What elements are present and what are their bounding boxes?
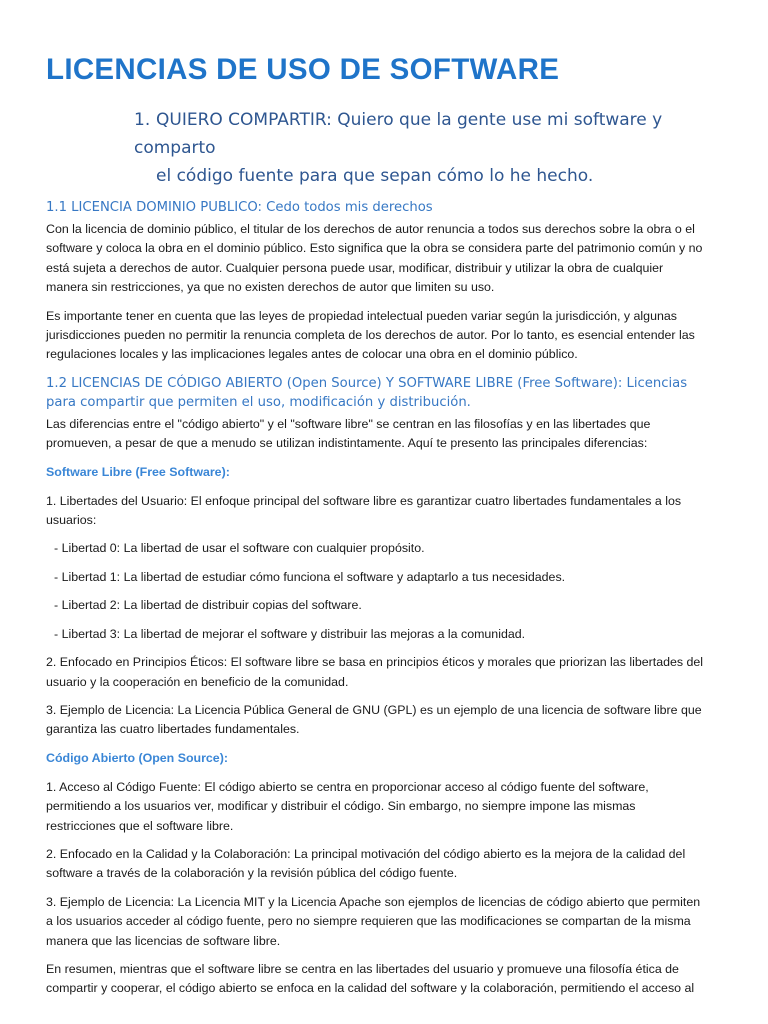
free-software-heading: Software Libre (Free Software): xyxy=(46,464,230,479)
freedom-1: - Libertad 1: La libertad de estudiar cómo funciona el software y adaptarlo a tus necesidades. xyxy=(54,569,566,584)
freedom-2: - Libertad 2: La libertad de distribuir copias del software. xyxy=(54,598,362,613)
document-title: LICENCIAS DE USO DE SOFTWARE xyxy=(46,53,560,86)
heading-line-2: el código fuente para que sepan cómo lo he hecho. xyxy=(156,166,594,186)
section-1-1-paragraph-2: Es importante tener en cuenta que las leyes de propiedad intelectual pueden variar según la jurisdicción, y algunas jurisdicciones pueden no permitir la renuncia completa de los derechos de autor. Por lo tanto, es esencial entender las regulaciones locales y las implicaciones legales antes de colocar una obra en el dominio público. xyxy=(46,308,695,362)
heading-line-1: QUIERO COMPARTIR: Quiero que la gente use mi software y comparto xyxy=(134,110,663,158)
section-1-2-intro: Las diferencias entre el "código abierto" y el "software libre" se centran en las filosofías y en las libertades que promueven, a pesar de que a menudo se utilizan indistintamente. Aquí te presento las principales diferencias: xyxy=(46,416,651,451)
open-source-item-3: 3. Ejemplo de Licencia: La Licencia MIT y la Licencia Apache son ejemplos de licencias de código abierto que permiten a los usuarios acceder al código fuente, pero no siempre requieren que las modificaciones se compartan de la misma manera que las licencias de software libre. xyxy=(46,894,701,948)
summary-paragraph: En resumen, mientras que el software libre se centra en las libertades del usuario y promueve una filosofía ética de compartir y cooperar, el código abierto se enfoca en la calidad del software y la colaboración, permitiendo el acceso al xyxy=(46,961,695,996)
open-source-item-1: 1. Acceso al Código Fuente: El código abierto se centra en proporcionar acceso al código fuente del software, permitiendo a los usuarios ver, modificar y distribuir el código. Sin embargo, no siempre impone las mismas restricciones que el software libre. xyxy=(46,779,649,833)
free-software-item-1: 1. Libertades del Usuario: El enfoque principal del software libre es garantizar cuatro libertades fundamentales a los usuarios: xyxy=(46,493,682,528)
numbered-heading xyxy=(134,106,706,190)
section-1-2-heading: 1.2 LICENCIAS DE CÓDIGO ABIERTO (Open Source) Y SOFTWARE LIBRE (Free Software): Licencias para compartir que permiten el uso, modificación y distribución. xyxy=(46,375,688,410)
freedom-0: - Libertad 0: La libertad de usar el software con cualquier propósito. xyxy=(54,541,425,556)
free-software-item-3: 3. Ejemplo de Licencia: La Licencia Pública General de GNU (GPL) es un ejemplo de una licencia de software libre que garantiza las cuatro libertades fundamentales. xyxy=(46,702,702,737)
heading-number: 1. xyxy=(134,110,151,130)
free-software-item-2: 2. Enfocado en Principios Éticos: El software libre se basa en principios éticos y morales que priorizan las libertades del usuario y la cooperación en beneficio de la comunidad. xyxy=(46,655,704,689)
open-source-heading: Código Abierto (Open Source): xyxy=(46,750,228,765)
section-1-1-heading: 1.1 LICENCIA DOMINIO PUBLICO: Cedo todos mis derechos xyxy=(46,200,433,215)
section-1-1-paragraph-1: Con la licencia de dominio público, el titular de los derechos de autor renuncia a todos sus derechos sobre la obra o el software y coloca la obra en el dominio público. Esto significa que la obra se considera parte del patrimonio común y no está sujeta a derechos de autor. Cualquier persona puede usar, modificar, distribuir y utilizar la obra de cualquier manera sin restricciones, ya que no existen derechos de autor que limiten su uso. xyxy=(46,222,703,295)
freedom-3: - Libertad 3: La libertad de mejorar el software y distribuir las mejoras a la comunidad. xyxy=(54,626,526,641)
open-source-item-2: 2. Enfocado en la Calidad y la Colaboración: La principal motivación del código abierto es la mejora de la calidad del software a través de la colaboración y la revisión pública del código fuente. xyxy=(46,846,686,881)
